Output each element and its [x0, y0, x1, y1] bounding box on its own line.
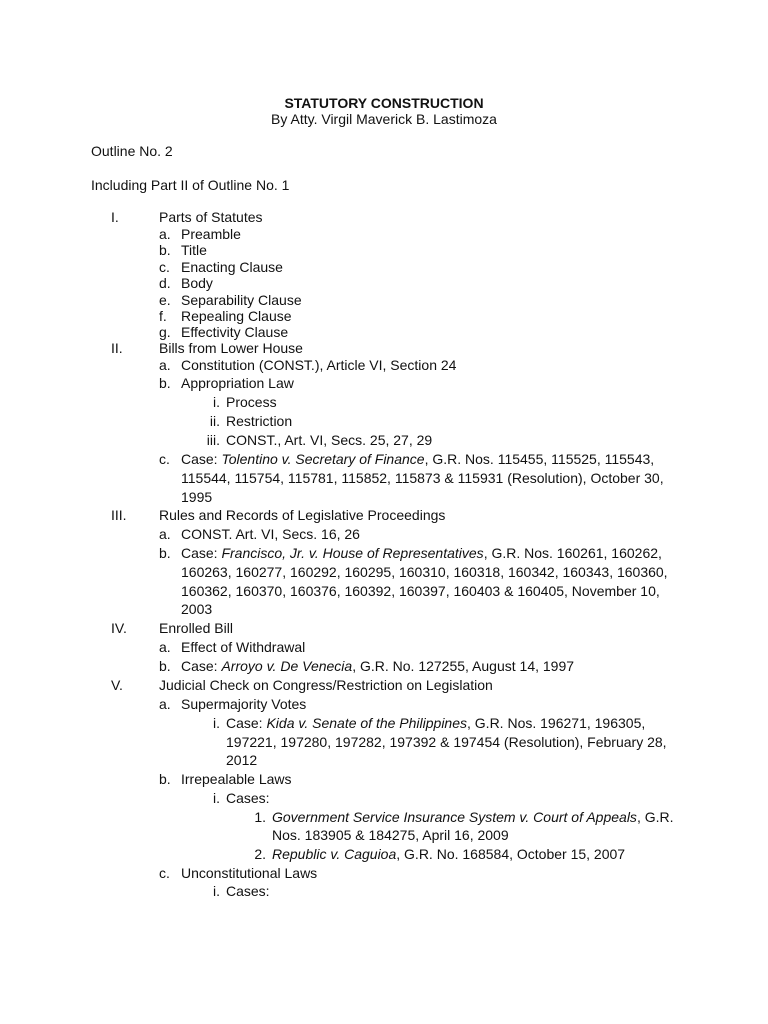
item-marker: iii.: [206, 432, 220, 448]
item-text: CONST., Art. VI, Secs. 25, 27, 29: [226, 432, 433, 448]
document-author: By Atty. Virgil Maverick B. Lastimoza: [271, 111, 497, 127]
section-title: Parts of Statutes: [159, 209, 263, 225]
case-citation: , G.R. No. 168584, October 15, 2007: [396, 846, 626, 862]
item-marker: 1.: [254, 809, 266, 825]
item-marker: g.: [159, 324, 171, 340]
case-citation: , G.R.: [636, 809, 674, 825]
item-text: Supermajority Votes: [181, 696, 307, 712]
item-text: Separability Clause: [181, 292, 302, 308]
case-citation-cont: 1995: [181, 489, 213, 505]
case-name: Tolentino v. Secretary of Finance: [221, 451, 425, 467]
item-marker: i.: [213, 715, 220, 731]
roman-numeral: III.: [111, 507, 127, 523]
item-marker: c.: [159, 451, 170, 467]
roman-numeral: V.: [111, 677, 123, 693]
item-text: [181, 450, 654, 468]
item-text: [181, 544, 662, 562]
item-text: Unconstitutional Laws: [181, 865, 318, 881]
item-text: Cases:: [226, 790, 270, 806]
outline-number: Outline No. 2: [91, 143, 173, 159]
item-text: Enacting Clause: [181, 259, 283, 275]
case-prefix: Case:: [181, 545, 222, 561]
item-marker: b.: [159, 545, 171, 561]
item-marker: a.: [159, 639, 171, 655]
item-text: Effect of Withdrawal: [181, 639, 306, 655]
item-marker: b.: [159, 375, 171, 391]
case-citation-cont: Nos. 183905 & 184275, April 16, 2009: [272, 827, 509, 843]
item-marker: c.: [159, 259, 170, 275]
roman-numeral: I.: [111, 209, 119, 225]
case-citation-cont: 2012: [226, 752, 258, 768]
item-marker: b.: [159, 658, 171, 674]
case-prefix: Case:: [181, 658, 222, 674]
item-text: Appropriation Law: [181, 375, 294, 391]
case-name: Francisco, Jr. v. House of Representatives: [221, 545, 484, 561]
item-marker: i.: [213, 394, 220, 410]
item-text: Process: [226, 394, 277, 410]
item-marker: i.: [213, 883, 220, 899]
case-name: Republic v. Caguioa: [272, 846, 397, 862]
item-text: Effectivity Clause: [181, 324, 289, 340]
item-text: [272, 845, 625, 863]
case-citation: , G.R. Nos. 196271, 196305,: [467, 715, 646, 731]
case-name: Kida v. Senate of the Philippines: [266, 715, 468, 731]
section-title: Judicial Check on Congress/Restriction on Legislation: [159, 677, 493, 693]
roman-numeral: II.: [111, 340, 123, 356]
section-title: Rules and Records of Legislative Proceedings: [159, 507, 446, 523]
item-text: [181, 657, 574, 675]
item-text: CONST. Art. VI, Secs. 16, 26: [181, 526, 360, 542]
item-marker: a.: [159, 696, 171, 712]
case-name: Arroyo v. De Venecia: [221, 658, 353, 674]
case-citation-cont: 2003: [181, 601, 213, 617]
item-marker: a.: [159, 226, 171, 242]
item-marker: b.: [159, 242, 171, 258]
case-name: Government Service Insurance System v. Court of Appeals: [272, 809, 637, 825]
item-marker: c.: [159, 865, 170, 881]
item-text: Constitution (CONST.), Article VI, Section 24: [181, 357, 457, 373]
item-marker: ii.: [209, 413, 220, 429]
item-text: [272, 808, 674, 826]
item-text: Restriction: [226, 413, 293, 429]
case-prefix: Case:: [226, 715, 267, 731]
item-marker: e.: [159, 292, 171, 308]
case-citation-cont: 160263, 160277, 160292, 160295, 160310, 160318, 160342, 160343, 160360,: [181, 564, 668, 580]
case-citation: , G.R. Nos. 115455, 115525, 115543,: [424, 451, 655, 467]
item-text: Preamble: [181, 226, 241, 242]
item-marker: b.: [159, 771, 171, 787]
document-title: STATUTORY CONSTRUCTION: [284, 95, 484, 111]
item-text: Body: [181, 275, 213, 291]
item-text: Cases:: [226, 883, 270, 899]
case-citation-cont: 115544, 115754, 115781, 115852, 115873 & 115931 (Resolution), October 30,: [181, 470, 664, 486]
item-marker: i.: [213, 790, 220, 806]
case-prefix: Case:: [181, 451, 222, 467]
roman-numeral: IV.: [111, 620, 127, 636]
item-text: Title: [181, 242, 207, 258]
case-citation-cont: 160362, 160370, 160376, 160392, 160397, 160403 & 160405, November 10,: [181, 583, 660, 599]
case-citation: , G.R. Nos. 160261, 160262,: [483, 545, 662, 561]
item-marker: d.: [159, 275, 171, 291]
item-marker: a.: [159, 526, 171, 542]
case-citation: , G.R. No. 127255, August 14, 1997: [352, 658, 575, 674]
item-marker: f.: [159, 308, 167, 324]
section-title: Bills from Lower House: [159, 340, 303, 356]
item-marker: 2.: [254, 846, 266, 862]
section-title: Enrolled Bill: [159, 620, 233, 636]
case-citation-cont: 197221, 197280, 197282, 197392 & 197454 (Resolution), February 28,: [226, 734, 667, 750]
item-text: [226, 714, 645, 732]
including-note: Including Part II of Outline No. 1: [91, 177, 290, 193]
item-text: Irrepealable Laws: [181, 771, 292, 787]
item-marker: a.: [159, 357, 171, 373]
item-text: Repealing Clause: [181, 308, 292, 324]
